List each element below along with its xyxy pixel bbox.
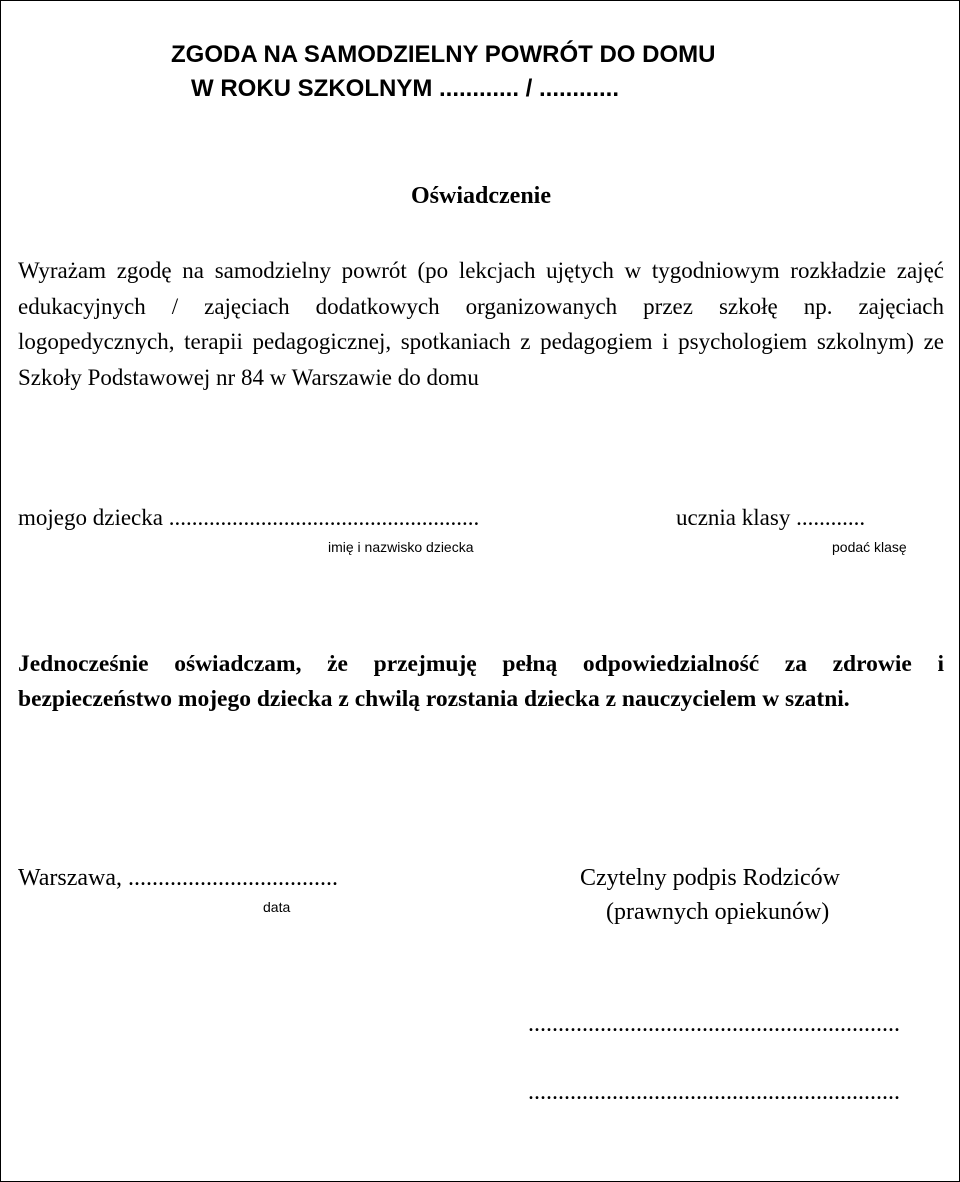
child-name-field[interactable]: mojego dziecka ......................................................	[18, 505, 480, 530]
signature-label-line-2: (prawnych opiekunów)	[606, 899, 830, 925]
place-date-field[interactable]: Warszawa, ...................................	[18, 865, 339, 891]
form-title-line-2: W ROKU SZKOLNYM ............ / ............	[191, 75, 620, 102]
child-name-hint: imię i nazwisko dziecka	[328, 539, 474, 555]
form-title-line-1: ZGODA NA SAMODZIELNY POWRÓT DO DOMU	[171, 41, 716, 68]
date-hint: data	[263, 899, 291, 915]
class-field[interactable]: ucznia klasy ............	[676, 505, 866, 530]
consent-statement: Wyrażam zgodę na samodzielny powrót (po lekcjach ujętych w tygodniowym rozkładzie zajęć edukacyjnych / zajęciach dodatkowych organizowanych przez szkołę np. zajęciach logopedycznych, terapii pedagogicznej, spotkaniach z pedagogiem i psychologiem szkolnym) ze Szkoły Podstawowej nr 84 w Warszawie do domu	[18, 258, 944, 390]
signature-label-line-1: Czytelny podpis Rodziców	[580, 865, 840, 891]
signature-line-2[interactable]: ..............................................................	[528, 1079, 900, 1105]
class-hint: podać klasę	[832, 539, 907, 555]
responsibility-statement: Jednocześnie oświadczam, że przejmuję pełną odpowiedzialność za zdrowie i bezpieczeństwo mojego dziecka z chwilą rozstania dziecka z nauczycielem w szatni.	[18, 651, 944, 712]
signature-line-1[interactable]: ..............................................................	[528, 1011, 900, 1037]
statement-heading: Oświadczenie	[411, 183, 551, 209]
